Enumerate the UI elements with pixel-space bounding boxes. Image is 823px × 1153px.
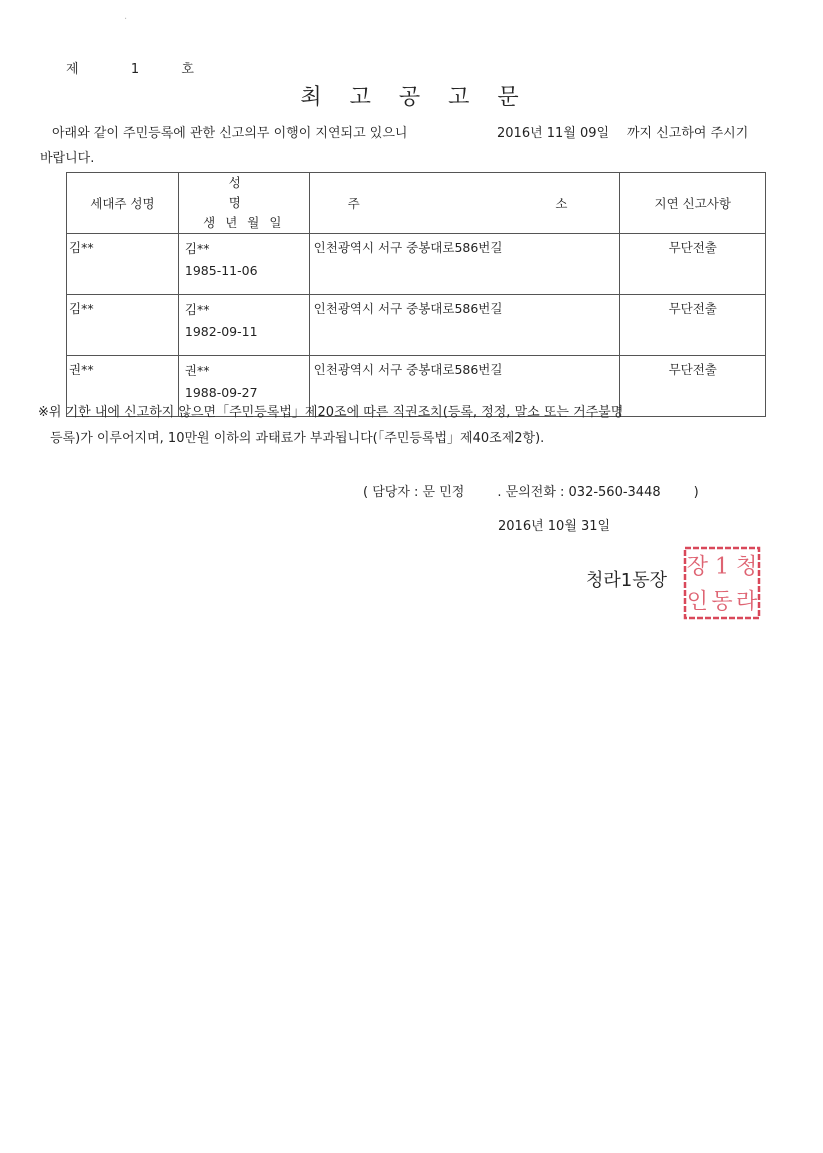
header-person-name: 성 명 bbox=[228, 175, 299, 210]
cell-person-name: 권** bbox=[184, 363, 210, 378]
warning-line-1: ※위 기한 내에 신고하지 않으면「주민등록법」제20조에 따른 직권조치(등록, 정정, 말소 또는 거주불명 bbox=[38, 405, 624, 420]
header-person bbox=[178, 173, 309, 234]
table-header-row bbox=[67, 173, 766, 234]
cell-report: 무단전출 bbox=[620, 356, 766, 417]
cell-person-birth: 1985-11-06 bbox=[184, 263, 258, 278]
cell-person-birth: 1988-09-27 bbox=[184, 385, 258, 400]
cell-address: 인천광역시 서구 중봉대로586번길 bbox=[309, 295, 620, 356]
cell-report: 무단전출 bbox=[620, 295, 766, 356]
cell-address: 인천광역시 서구 중봉대로586번길 bbox=[309, 356, 620, 417]
seal-glyph: 청 bbox=[736, 554, 758, 580]
issued-date: 2016년 10월 31일 bbox=[498, 519, 611, 534]
official-seal bbox=[682, 545, 762, 621]
cell-householder: 김** bbox=[67, 295, 179, 356]
cell-householder: 김** bbox=[67, 234, 179, 295]
number-prefix: 제 bbox=[66, 62, 79, 77]
warning-line-2: 등록)가 이루어지며, 10만원 이하의 과태료가 부과됩니다(「주민등록법」제40조제2항). bbox=[50, 431, 545, 446]
issuer-name: 청라1동장 bbox=[586, 570, 668, 591]
intro-line-1: 아래와 같이 주민등록에 관한 신고의무 이행이 지연되고 있으니 bbox=[52, 126, 408, 141]
table-row bbox=[67, 234, 766, 295]
header-person-birth: 생 년 월 일 bbox=[203, 215, 285, 230]
seal-glyph: 장 bbox=[686, 554, 708, 580]
header-address bbox=[309, 173, 620, 234]
header-householder: 세대주 성명 bbox=[67, 173, 179, 234]
document-title: 최고공고문 bbox=[300, 85, 547, 110]
cell-report: 무단전출 bbox=[620, 234, 766, 295]
contact-info: ( 담당자 : 문 민정 . 문의전화 : 032-560-3448 ) bbox=[363, 485, 699, 500]
table-row bbox=[67, 295, 766, 356]
cell-person bbox=[178, 295, 309, 356]
header-address-right: 소 bbox=[555, 196, 568, 211]
number-suffix: 호 bbox=[181, 62, 194, 77]
cell-person-birth: 1982-09-11 bbox=[184, 324, 258, 339]
seal-glyph: 동 bbox=[711, 589, 733, 615]
document-number bbox=[66, 58, 194, 77]
cell-address: 인천광역시 서구 중봉대로586번길 bbox=[309, 234, 620, 295]
delinquency-table bbox=[66, 172, 766, 417]
legal-warning bbox=[38, 400, 623, 452]
seal-glyph: 1 bbox=[715, 554, 729, 580]
seal-glyph: 인 bbox=[686, 589, 708, 615]
cell-person-name: 김** bbox=[184, 302, 210, 317]
cell-person bbox=[178, 234, 309, 295]
intro-line-2: 바랍니다. bbox=[40, 151, 95, 166]
cell-householder: 권** bbox=[67, 356, 179, 417]
scan-mark: · bbox=[124, 14, 128, 25]
number-value: 1 bbox=[130, 62, 140, 77]
header-address-left: 주 bbox=[347, 196, 360, 211]
intro-line-1-tail: 까지 신고하여 주시기 bbox=[627, 126, 749, 141]
seal-glyph: 라 bbox=[736, 589, 758, 615]
header-report: 지연 신고사항 bbox=[620, 173, 766, 234]
deadline-date: 2016년 11월 09일 bbox=[497, 126, 610, 141]
cell-person-name: 김** bbox=[184, 241, 210, 256]
